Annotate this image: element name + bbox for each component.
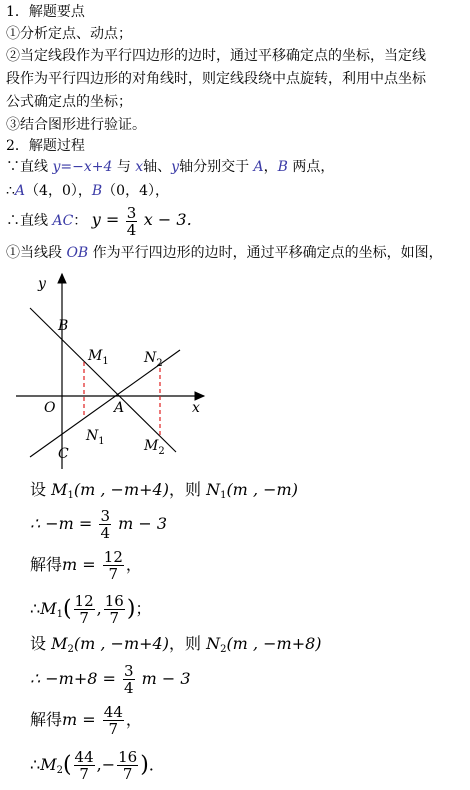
step-7-m: m =: [62, 710, 96, 729]
step-1: [30, 478, 298, 508]
x-axis-label: x: [192, 400, 200, 416]
point-2-line-3: 公式确定点的坐标；: [6, 94, 132, 110]
step-4-num-1: 12: [74, 592, 94, 610]
case-1-prefix: ①当线段: [6, 245, 62, 261]
step-5: [30, 632, 322, 662]
with-text: 与: [116, 159, 131, 175]
step-8-minus: −: [101, 755, 116, 774]
step-7-fraction: [103, 704, 124, 737]
step-4-den-2: 7: [109, 609, 120, 627]
step-2-fraction: [99, 508, 111, 541]
line-ab: [30, 308, 176, 452]
step-7-solve: 解得: [30, 710, 63, 729]
point-b-label: B: [91, 183, 103, 199]
step-4-den-1: 7: [79, 609, 89, 627]
axis-text: 轴、: [143, 159, 172, 175]
step-7-den: 7: [108, 720, 119, 738]
step-6-num: 3: [124, 662, 134, 680]
step-8-sub: 2: [56, 765, 63, 776]
step-2-left: ∴ −m =: [30, 514, 93, 533]
point-n2-label: $N_2$: [144, 350, 163, 369]
y-axis-symbol: y: [171, 159, 180, 175]
step-5-args: (m , −m+4): [73, 634, 169, 653]
heading-key-points: 1．解题要点: [6, 4, 85, 20]
step-4-frac-1: [74, 593, 95, 626]
coordinate-diagram: [0, 262, 240, 474]
step-4-therefore: ∴: [30, 599, 41, 618]
point-1: ①分析定点、动点；: [6, 26, 132, 42]
step-7: [30, 701, 142, 739]
point-a-symbol: A: [253, 159, 264, 175]
heading-process: 2．解题过程: [6, 138, 85, 154]
step-2-right: m − 3: [118, 514, 168, 533]
step-8-num-1: 44: [74, 748, 94, 766]
point-m2-label: $M_2$: [144, 438, 165, 457]
step-8-end: ．: [148, 755, 165, 774]
step-8-frac-1: [74, 749, 95, 782]
ac-eq-right: x − 3．: [143, 210, 203, 229]
step-5-set: 设: [30, 634, 47, 653]
ac-frac-den: 4: [126, 220, 137, 239]
coordinates-statement: [6, 181, 169, 201]
n1-subscript: 1: [220, 490, 227, 501]
step-7-num: 44: [103, 703, 123, 721]
m1-subscript: 1: [67, 490, 74, 501]
step-4-num-2: 16: [104, 592, 124, 610]
step-3-den: 7: [108, 565, 119, 583]
given-line-statement: [6, 157, 334, 177]
case-1-suffix: 作为平行四边形的边时，通过平移确定点的坐标，如图，: [92, 245, 443, 261]
step-5-nargs: (m , −m+8): [226, 634, 322, 653]
then-text: ，则: [168, 480, 201, 499]
step-8-den-2: 7: [122, 765, 133, 783]
point-c-diagram-label: C: [58, 446, 69, 462]
step-5-then: ，则: [168, 634, 201, 653]
line-equation: y=−x+4: [52, 159, 113, 175]
line-ac-prefix: ∴直线: [6, 213, 48, 229]
set-text: 设: [30, 480, 47, 499]
point-3: ③结合图形进行验证。: [6, 117, 146, 133]
step-4-end: ；: [135, 599, 152, 618]
step-5-n: N: [206, 634, 221, 653]
step-8-num-2: 16: [118, 748, 138, 766]
point-2-line-1: ②当定线段作为平行四边形的边时，通过平移确定点的坐标，当定线: [6, 48, 426, 64]
origin-label: O: [44, 400, 56, 416]
step-4-frac-2: [104, 593, 125, 626]
step-3: [30, 546, 142, 584]
m1-args: (m , −m+4): [73, 480, 169, 499]
step-2: [30, 505, 167, 543]
step-8-m: M: [40, 755, 57, 774]
ac-eq-left: y =: [91, 210, 120, 229]
step-3-m: m =: [62, 555, 96, 574]
y-axis-label: y: [38, 276, 46, 292]
step-4-sub: 1: [56, 609, 63, 620]
step-3-num: 12: [103, 548, 123, 566]
step-6-right: m − 3: [141, 669, 191, 688]
x-axis-symbol: x: [135, 159, 144, 175]
step-3-end: ，: [125, 555, 142, 574]
step-8-den-1: 7: [79, 765, 89, 783]
because-text: ∵直线: [6, 159, 48, 175]
step-6-den: 4: [124, 679, 134, 697]
step-8: $\therefore M_2$( $\frac{44}{7}$ ,− $\frac{16}{7}$ )．: [30, 748, 165, 783]
ac-symbol: AC: [52, 213, 74, 229]
ac-frac-num: 3: [126, 203, 137, 222]
step-5-nsub: 2: [220, 644, 227, 655]
colon: ：: [73, 213, 88, 229]
two-points-text: 两点，: [292, 159, 335, 175]
therefore-symbol: ∴: [6, 183, 15, 199]
step-4: $\therefore M_1$( $\frac{12}{7}$ , $\frac{16}{7}$ )；: [30, 592, 152, 627]
step-7-end: ，: [125, 710, 142, 729]
a-coords: （4，0），: [25, 183, 92, 199]
step-6: [30, 660, 191, 698]
point-n1-label: $N_1$: [86, 428, 105, 447]
point-b-symbol: B: [277, 159, 288, 175]
n1-symbol: N: [206, 480, 221, 499]
m1-symbol: M: [51, 480, 68, 499]
case-1-statement: [6, 243, 443, 263]
step-6-fraction: [123, 663, 135, 696]
step-2-num: 3: [100, 507, 110, 525]
meets-text: 轴分别交于: [179, 159, 250, 175]
step-5-m: M: [51, 634, 68, 653]
n1-args: (m , −m): [226, 480, 298, 499]
step-8-therefore: ∴: [30, 755, 41, 774]
point-2-line-2: 段作为平行四边形的对角线时，则定线段绕中点旋转，利用中点坐标: [6, 71, 426, 87]
point-a-diagram-label: A: [114, 400, 125, 416]
ob-symbol: OB: [66, 245, 89, 261]
step-2-den: 4: [100, 524, 110, 542]
comma: ，: [263, 159, 278, 175]
line-ac-statement: [6, 204, 203, 238]
step-5-sub: 2: [67, 644, 74, 655]
b-coords: （0，4），: [102, 183, 169, 199]
solve-text: 解得: [30, 555, 63, 574]
point-a-label: A: [14, 183, 26, 199]
point-m1-label: $M_1$: [88, 348, 109, 367]
step-4-m: M: [40, 599, 57, 618]
ac-fraction: [126, 205, 138, 238]
step-8-frac-2: [117, 749, 138, 782]
point-b-diagram-label: B: [58, 318, 69, 334]
step-6-left: ∴ −m+8 =: [30, 669, 116, 688]
step-3-fraction: [103, 549, 124, 582]
